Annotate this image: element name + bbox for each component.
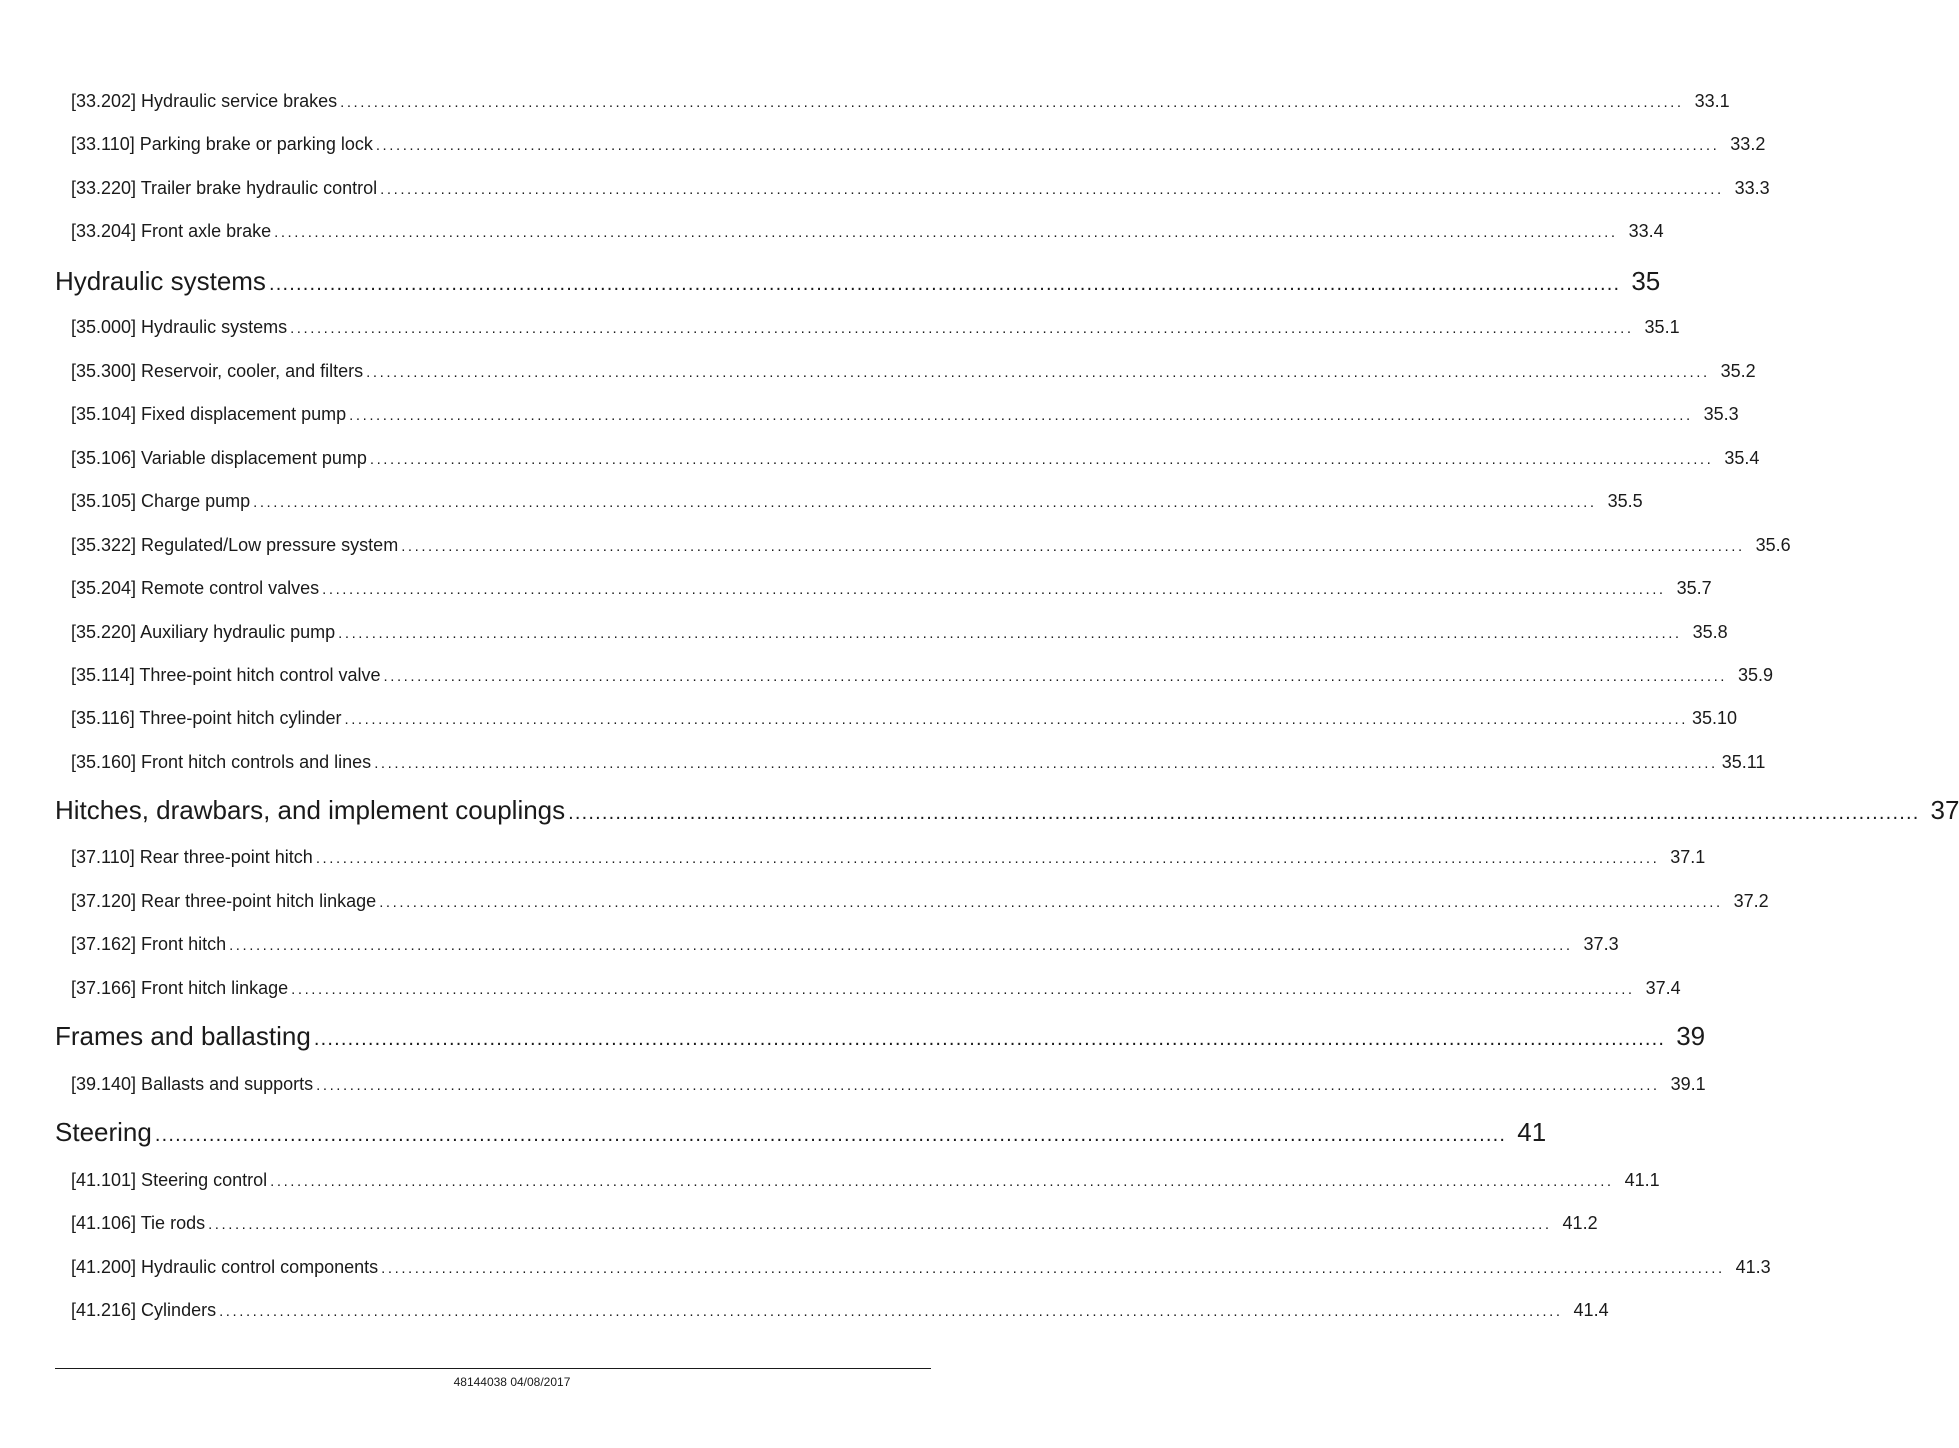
dot-leader: ........................................................................................................................................................................................................: [344, 711, 1688, 728]
toc-page-number: 35.1: [1644, 317, 1680, 337]
toc-entry-title: [35.116] Three-point hitch cylinder: [71, 708, 342, 728]
toc-page-number: 35.7: [1676, 578, 1712, 598]
toc-entry-title: [35.220] Auxiliary hydraulic pump: [71, 622, 336, 642]
dot-leader: ........................................................................................................................................................................................................: [349, 407, 1693, 424]
toc-page-number: 39.1: [1670, 1074, 1706, 1094]
dot-leader: ........................................................................................................................................................................................................: [316, 1077, 1660, 1094]
toc-page-number: 35.8: [1692, 622, 1728, 642]
toc-page-number: 41.1: [1624, 1170, 1660, 1190]
toc-page-number: 35.5: [1607, 491, 1643, 511]
toc-entry-row[interactable]: [71, 976, 1681, 1000]
toc-section-title: Frames and ballasting: [55, 1021, 311, 1051]
dot-leader: ........................................................................................................................................................................................................: [381, 1260, 1725, 1277]
dot-leader: ........................................................................................................................................................................................................: [380, 181, 1724, 198]
toc-entry-row[interactable]: [71, 706, 1738, 730]
toc-entry-title: [33.110] Parking brake or parking lock: [71, 134, 373, 154]
toc-entry-title: [35.160] Front hitch controls and lines: [71, 752, 372, 772]
toc-entry-row[interactable]: [71, 932, 1619, 956]
toc-entry-row[interactable]: [71, 176, 1770, 200]
toc-entry-title: [41.101] Steering control: [71, 1170, 268, 1190]
toc-entry-row[interactable]: [71, 845, 1706, 869]
toc-page-number: 35.2: [1720, 361, 1756, 381]
toc-entry-row[interactable]: [71, 402, 1739, 426]
dot-leader: ........................................................................................................................................................................................................: [401, 538, 1745, 555]
toc-entry-title: [35.204] Remote control valves: [71, 578, 320, 598]
footer-document-id: 48144038 04/08/2017: [453, 1375, 571, 1389]
toc-entry-row[interactable]: [71, 576, 1712, 600]
toc-section-title: Hitches, drawbars, and implement couplings: [55, 795, 566, 825]
dot-leader: ........................................................................................................................................................................................................: [313, 1028, 1666, 1050]
toc-section-row[interactable]: [55, 792, 1959, 828]
toc-entry-row[interactable]: [71, 1072, 1706, 1096]
dot-leader: ........................................................................................................................................................................................................: [208, 1216, 1552, 1233]
toc-page-number: 35.9: [1737, 665, 1774, 685]
toc-entry-row[interactable]: [71, 1298, 1609, 1322]
toc-entry-title: [35.114] Three-point hitch control valve: [71, 665, 381, 685]
dot-leader: ........................................................................................................................................................................................................: [154, 1124, 1507, 1146]
toc-page-number: 41.2: [1562, 1213, 1598, 1233]
dot-leader: ........................................................................................................................................................................................................: [366, 364, 1710, 381]
toc-page-number: 41.4: [1573, 1300, 1609, 1320]
toc-entry-title: [41.216] Cylinders: [71, 1300, 217, 1320]
toc-page-number: 35.10: [1692, 708, 1738, 728]
toc-page-number: 37.3: [1583, 934, 1619, 954]
toc-section-row[interactable]: [55, 1114, 1547, 1150]
dot-leader: ........................................................................................................................................................................................................: [219, 1303, 1563, 1320]
toc-entry-title: [41.106] Tie rods: [71, 1213, 206, 1233]
toc-page-number: 37: [1930, 795, 1959, 825]
toc-entry-title: [33.204] Front axle brake: [71, 221, 272, 241]
toc-entry-row[interactable]: [71, 620, 1728, 644]
dot-leader: ........................................................................................................................................................................................................: [568, 802, 1920, 824]
toc-entry-title: [35.322] Regulated/Low pressure system: [71, 535, 399, 555]
toc-entry-title: [39.140] Ballasts and supports: [71, 1074, 314, 1094]
footer-divider: [55, 1368, 931, 1369]
toc-entry-title: [35.000] Hydraulic systems: [71, 317, 288, 337]
toc-section-row[interactable]: [55, 1018, 1706, 1054]
dot-leader: ........................................................................................................................................................................................................: [229, 937, 1573, 954]
dot-leader: ........................................................................................................................................................................................................: [322, 581, 1666, 598]
toc-entry-title: [41.200] Hydraulic control components: [71, 1257, 379, 1277]
toc-page-number: 41: [1517, 1117, 1547, 1147]
dot-leader: ........................................................................................................................................................................................................: [379, 894, 1723, 911]
toc-entry-title: [35.104] Fixed displacement pump: [71, 404, 347, 424]
toc-entry-row[interactable]: [71, 750, 1766, 774]
toc-page-number: 33.1: [1694, 91, 1730, 111]
toc-entry-row[interactable]: [71, 219, 1664, 243]
toc-entry-row[interactable]: [71, 132, 1766, 156]
toc-page-number: 33.3: [1734, 178, 1770, 198]
toc-entry-title: [37.162] Front hitch: [71, 934, 227, 954]
toc-entry-title: [37.110] Rear three-point hitch: [71, 847, 313, 867]
dot-leader: ........................................................................................................................................................................................................: [340, 94, 1684, 111]
toc-section-row[interactable]: [55, 263, 1661, 299]
dot-leader: ........................................................................................................................................................................................................: [374, 755, 1718, 772]
toc-page-number: 35.11: [1721, 752, 1766, 772]
dot-leader: ........................................................................................................................................................................................................: [369, 451, 1714, 468]
toc-page-number: 37.2: [1733, 891, 1769, 911]
dot-leader: ........................................................................................................................................................................................................: [338, 625, 1682, 642]
dot-leader: ........................................................................................................................................................................................................: [253, 494, 1597, 511]
dot-leader: ........................................................................................................................................................................................................: [375, 137, 1720, 154]
toc-entry-row[interactable]: [71, 663, 1774, 687]
toc-entry-row[interactable]: [71, 1211, 1598, 1235]
toc-entry-title: [37.120] Rear three-point hitch linkage: [71, 891, 377, 911]
toc-page-number: 35.3: [1703, 404, 1739, 424]
toc-section-title: Hydraulic systems: [55, 266, 266, 296]
toc-entry-title: [35.105] Charge pump: [71, 491, 251, 511]
toc-entry-title: [37.166] Front hitch linkage: [71, 978, 289, 998]
toc-entry-row[interactable]: [71, 533, 1791, 557]
dot-leader: ........................................................................................................................................................................................................: [315, 850, 1660, 867]
toc-entry-title: [35.106] Variable displacement pump: [71, 448, 367, 468]
toc-page-number: 35.4: [1724, 448, 1760, 468]
dot-leader: ........................................................................................................................................................................................................: [268, 273, 1621, 295]
toc-page-number: 33.4: [1628, 221, 1664, 241]
toc-entry-row[interactable]: [71, 446, 1760, 470]
toc-entry-title: [33.202] Hydraulic service brakes: [71, 91, 338, 111]
dot-leader: ........................................................................................................................................................................................................: [290, 320, 1634, 337]
toc-page-number: 39: [1676, 1021, 1706, 1051]
toc-entry-row[interactable]: [71, 359, 1756, 383]
dot-leader: ........................................................................................................................................................................................................: [274, 224, 1618, 241]
dot-leader: ........................................................................................................................................................................................................: [291, 981, 1635, 998]
toc-entry-row[interactable]: [71, 89, 1730, 113]
dot-leader: ........................................................................................................................................................................................................: [383, 668, 1728, 685]
toc-entry-row[interactable]: [71, 889, 1769, 913]
toc-entry-title: [35.300] Reservoir, cooler, and filters: [71, 361, 364, 381]
toc-entry-row[interactable]: [71, 315, 1680, 339]
toc-section-title: Steering: [55, 1117, 152, 1147]
toc-page-number: 37.1: [1670, 847, 1706, 867]
dot-leader: ........................................................................................................................................................................................................: [270, 1173, 1614, 1190]
toc-entry-row[interactable]: [71, 1255, 1771, 1279]
toc-page-number: 35.6: [1755, 535, 1791, 555]
toc-page-number: 35: [1631, 266, 1661, 296]
toc-page-number: 37.4: [1645, 978, 1681, 998]
toc-page-number: 33.2: [1730, 134, 1766, 154]
toc-entry-row[interactable]: [71, 1168, 1660, 1192]
toc-entry-row[interactable]: [71, 489, 1643, 513]
toc-entry-title: [33.220] Trailer brake hydraulic control: [71, 178, 378, 198]
toc-page-number: 41.3: [1735, 1257, 1771, 1277]
